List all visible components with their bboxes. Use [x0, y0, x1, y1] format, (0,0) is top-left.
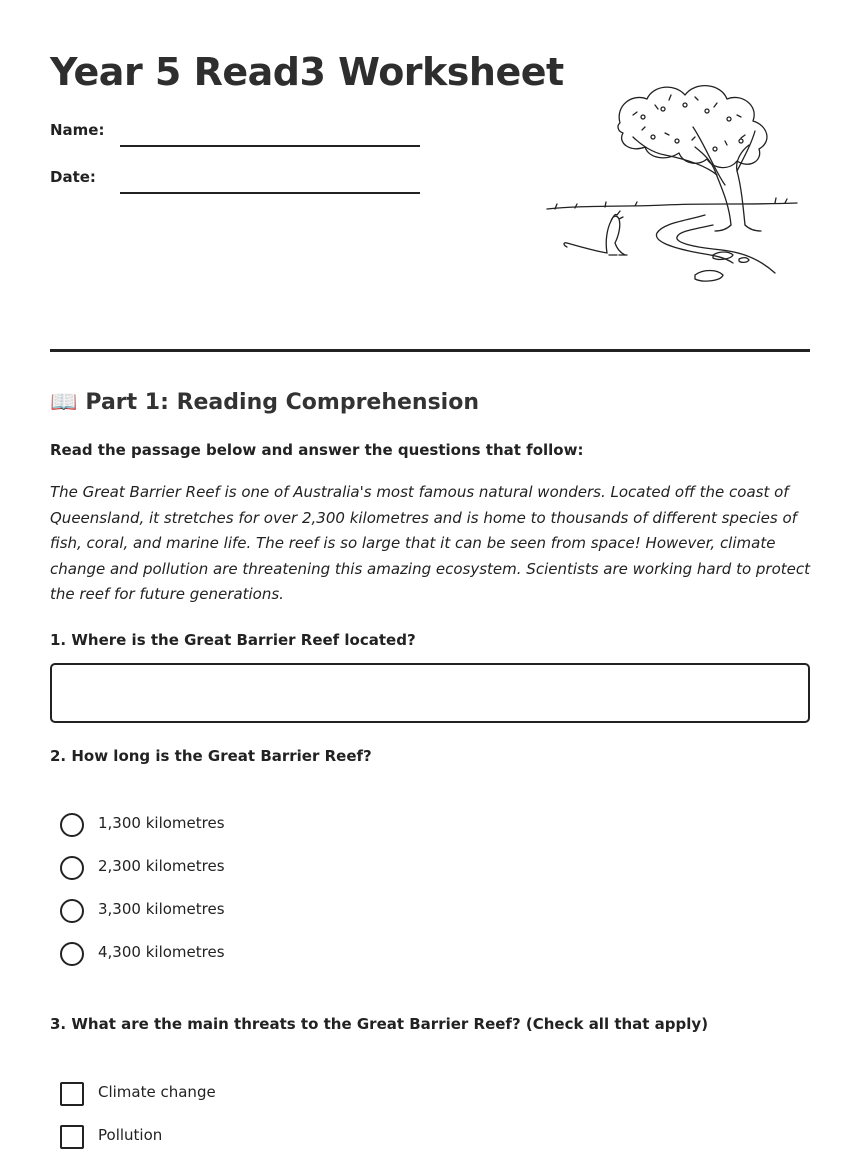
- option-label: Pollution: [98, 1126, 163, 1144]
- section-divider: [50, 349, 810, 352]
- question-3: 3. What are the main threats to the Great Barrier Reef? (Check all that apply): [50, 1015, 709, 1033]
- name-label: Name:: [50, 121, 105, 139]
- radio-button[interactable]: [60, 856, 84, 880]
- option-label: 4,300 kilometres: [98, 943, 225, 961]
- worksheet-title: Year 5 Read3 Worksheet: [50, 50, 564, 94]
- outback-tree-kangaroo-illustration: [545, 75, 805, 290]
- option-label: 1,300 kilometres: [98, 814, 225, 832]
- option-label: 3,300 kilometres: [98, 900, 225, 918]
- date-label: Date:: [50, 168, 96, 186]
- question-3-option-1[interactable]: [60, 1082, 460, 1108]
- option-label: 2,300 kilometres: [98, 857, 225, 875]
- question-2-option-4[interactable]: [60, 942, 460, 968]
- book-icon: 📖: [50, 390, 78, 415]
- reading-instruction: Read the passage below and answer the questions that follow:: [50, 441, 584, 459]
- date-field-row: [50, 168, 420, 198]
- question-3-option-2[interactable]: [60, 1125, 460, 1151]
- checkbox[interactable]: [60, 1082, 84, 1106]
- radio-button[interactable]: [60, 813, 84, 837]
- option-label: Climate change: [98, 1083, 216, 1101]
- question-1: 1. Where is the Great Barrier Reef located?: [50, 631, 416, 649]
- question-2-option-3[interactable]: [60, 899, 460, 925]
- question-2-option-2[interactable]: [60, 856, 460, 882]
- part1-heading: [50, 390, 479, 415]
- question-2: 2. How long is the Great Barrier Reef?: [50, 747, 372, 765]
- date-write-line[interactable]: [120, 192, 420, 194]
- question-2-option-1[interactable]: [60, 813, 460, 839]
- name-write-line[interactable]: [120, 145, 420, 147]
- checkbox[interactable]: [60, 1125, 84, 1149]
- reading-passage: The Great Barrier Reef is one of Australia's most famous natural wonders. Located off the coast of Queensland, it stretches for over 2,300 kilometres and is home to thousands of different species of fish, coral, and marine life. The reef is so large that it can be seen from space! However, climate change and pollution are threatening this amazing ecosystem. Scientists are working hard to protect the reef for future generations.: [50, 483, 811, 603]
- radio-button[interactable]: [60, 942, 84, 966]
- name-field-row: [50, 121, 420, 151]
- radio-button[interactable]: [60, 899, 84, 923]
- question-1-answer-box[interactable]: [50, 663, 810, 723]
- part1-heading-text: Part 1: Reading Comprehension: [85, 390, 479, 415]
